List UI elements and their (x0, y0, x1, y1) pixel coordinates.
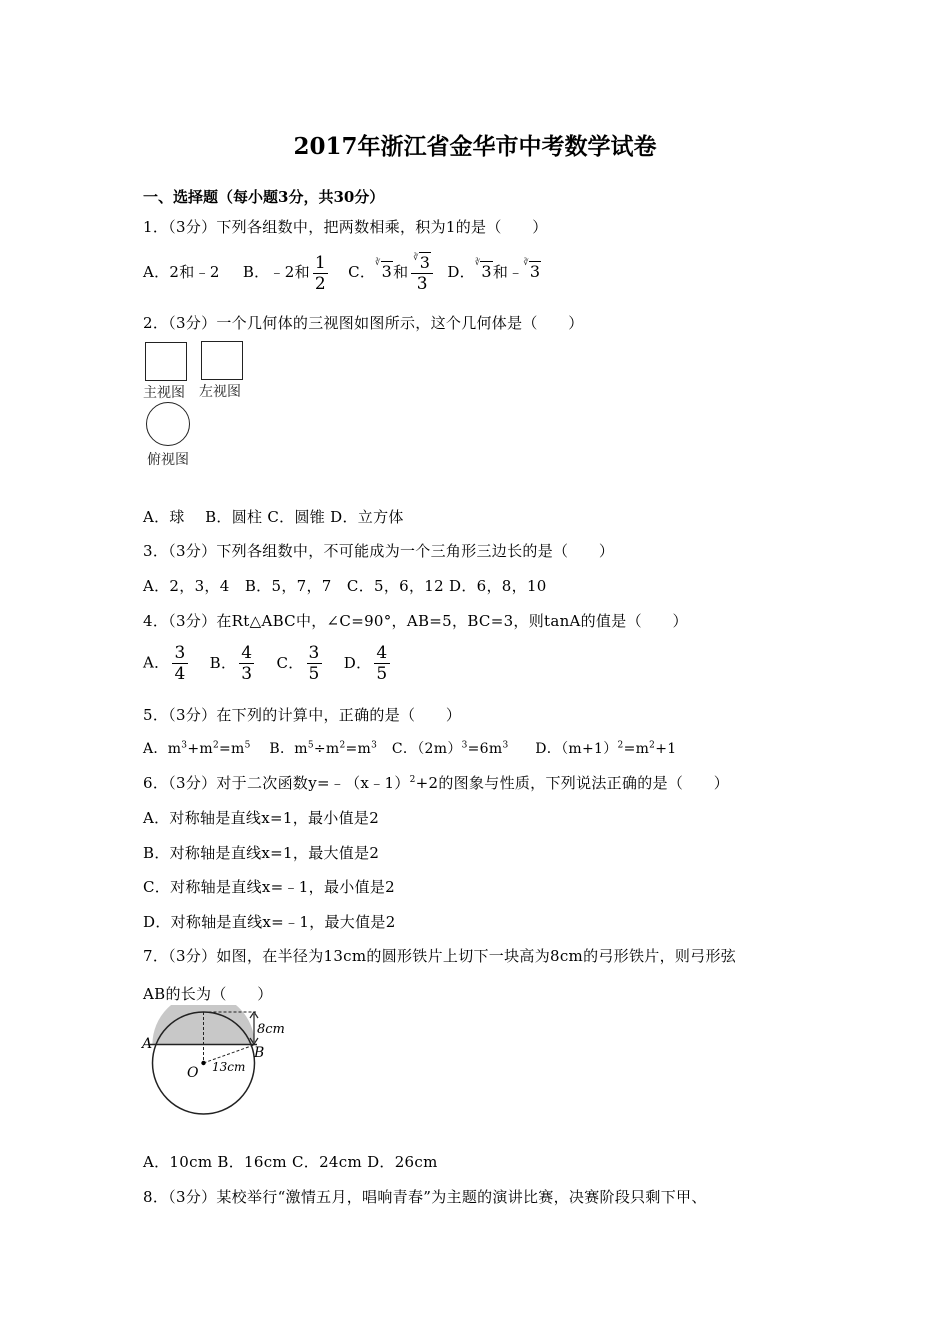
question-4-options: A． $\frac{3}{4}$ B． $\frac{4}{3}$ C． $\frac{3}{5}$ D． $\frac{4}{5}$ (143, 643, 388, 684)
q1-option-b: B．﹣2和 $\frac{1}{2}$ (242, 252, 327, 294)
question-7-options: A．10cm B．16cm C．24cm D．26cm (143, 1153, 438, 1171)
q6-option-c: C．对称轴是直线x=﹣1，最小值是2 (143, 878, 395, 896)
question-1-stem: 1．（3分）下列各组数中，把两数相乘，积为1的是（ ） (143, 218, 548, 236)
question-8-stem: 8．（3分）某校举行“激情五月，唱响青春”为主题的演讲比赛，决赛阶段只剩下甲、 (143, 1188, 707, 1206)
question-7-stem-line2: AB的长为（ ） (143, 985, 273, 1003)
q5-option-d: D．$(m+1)^2=m^2+1$ (535, 740, 677, 757)
q5-option-c: C．$(2m)^3=6m^3$ (391, 740, 509, 757)
top-view-caption: 俯视图 (147, 452, 189, 468)
page-title: 2017年浙江省金华市中考数学试卷 (293, 133, 657, 160)
question-5-options (143, 738, 676, 758)
question-1-options (143, 252, 541, 294)
q4-d-fraction: $\frac{4}{5}$ (376, 643, 388, 684)
question-5-stem: 5．（3分）在下列的计算中，正确的是（ ） (143, 706, 462, 724)
q4-c-fraction: $\frac{3}{5}$ (308, 643, 320, 684)
question-6-stem: 6．（3分）对于二次函数y=﹣（x﹣1）$^2$+2的图象与性质，下列说法正确的是（ ） (143, 774, 730, 792)
label-a: A (142, 1036, 153, 1052)
left-view-square (201, 341, 243, 380)
front-view-caption: 主视图 (143, 385, 185, 401)
top-view-circle (146, 402, 190, 446)
q6-option-a: A．对称轴是直线x=1，最小值是2 (143, 809, 380, 827)
circle-segment-figure (140, 1005, 300, 1120)
question-4-stem: 4．（3分）在Rt△ABC中，∠C=90°，AB=5，BC=3，则tanA的值是（ ） (143, 612, 688, 630)
section-heading: 一、选择题（每小题3分，共30分） (143, 188, 385, 206)
q1-c-root: ∛3 (375, 258, 393, 281)
q6-option-b: B．对称轴是直线x=1，最大值是2 (143, 844, 380, 862)
q1-option-d: D．∛3和﹣∛3 (447, 258, 541, 281)
left-view-caption: 左视图 (199, 384, 241, 400)
q1-b-fraction: $\frac{1}{2}$ (314, 252, 327, 294)
q4-b-fraction: $\frac{4}{3}$ (241, 643, 253, 684)
center-point (201, 1061, 205, 1065)
q6-option-d: D．对称轴是直线x=﹣1，最大值是2 (143, 913, 396, 931)
question-7-stem-line1: 7．（3分）如图，在半径为13cm的圆形铁片上切下一块高为8cm的弓形铁片，则弓形弦 (143, 947, 737, 965)
front-view-square (145, 342, 187, 381)
label-o: O (187, 1065, 199, 1081)
question-3-stem: 3．（3分）下列各组数中，不可能成为一个三角形三边长的是（ ） (143, 542, 615, 560)
label-height: 8cm (257, 1022, 285, 1037)
q5-option-b: B．$m^5\div m^2=m^3$ (269, 740, 378, 757)
question-2-options: A．球 B．圆柱 C．圆锥 D．立方体 (143, 508, 404, 526)
q1-c-fraction: $\frac{^∛3}{3}$ (411, 252, 433, 294)
label-b: B (254, 1045, 265, 1061)
question-2-stem: 2．（3分）一个几何体的三视图如图所示，这个几何体是（ ） (143, 314, 584, 332)
q4-a-fraction: $\frac{3}{4}$ (174, 643, 186, 684)
q5-option-a: A．$m^3+m^2=m^5$ (143, 740, 251, 757)
question-3-options: A．2，3，4 B．5，7，7 C．5，6，12 D．6，8，10 (143, 577, 547, 595)
label-radius: 13cm (212, 1060, 246, 1074)
q1-option-c: C．∛3和 $\frac{^∛3}{3}$ (348, 263, 441, 281)
q1-option-a: A．2和﹣2 (143, 263, 220, 281)
